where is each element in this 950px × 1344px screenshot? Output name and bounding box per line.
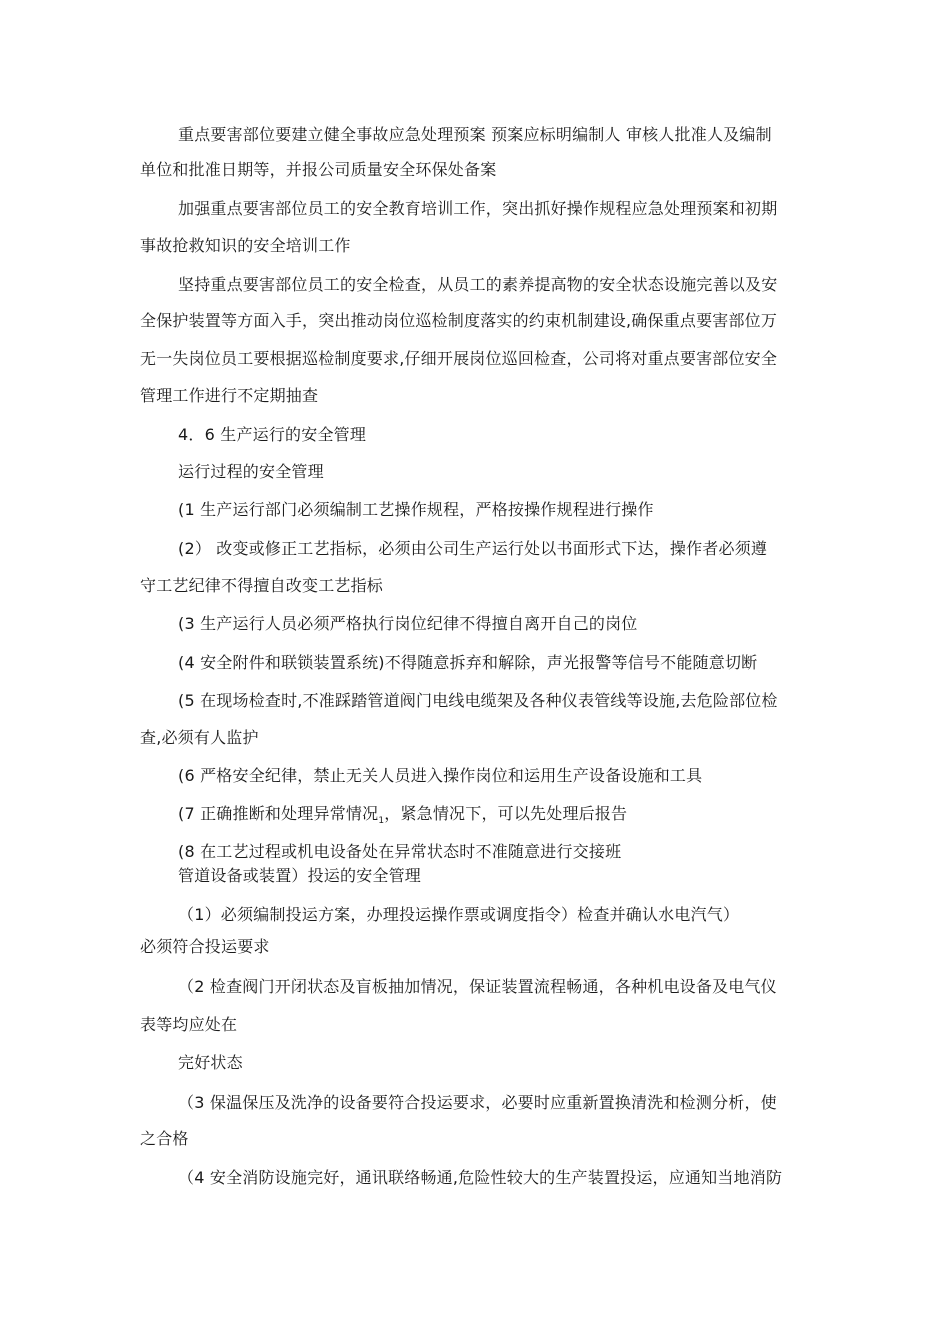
subsection-heading: 管道设备或装置）投运的安全管理 (178, 866, 422, 885)
paragraph-line: 无一失岗位员工要根据巡检制度要求,仔细开展岗位巡回检查，公司将对重点要害部位安全 (140, 349, 778, 368)
paragraph-line: 加强重点要害部位员工的安全教育培训工作，突出抓好操作规程应急处理预案和初期 (178, 199, 778, 218)
list-item: （3 保温保压及洗净的设备要符合投运要求，必要时应重新置换清洗和检测分析，使 (178, 1093, 777, 1112)
subsection-heading: 运行过程的安全管理 (178, 462, 324, 481)
list-item-text: ，紧急情况下，可以先处理后报告 (384, 804, 628, 823)
list-item: (6 严格安全纪律，禁止无关人员进入操作岗位和运用生产设备设施和工具 (178, 766, 703, 785)
list-item: （2 检查阀门开闭状态及盲板抽加情况，保证装置流程畅通，各种机电设备及电气仪 (178, 977, 777, 996)
list-item: （4 安全消防设施完好，通讯联络畅通,危险性较大的生产装置投运，应通知当地消防 (178, 1168, 783, 1187)
footnote-mark: 1 (378, 816, 385, 827)
paragraph-line: 守工艺纪律不得擅自改变工艺指标 (140, 576, 384, 595)
list-item: (3 生产运行人员必须严格执行岗位纪律不得擅自离开自己的岗位 (178, 614, 638, 633)
paragraph-line: 表等均应处在 (140, 1015, 238, 1034)
paragraph-line: 全保护装置等方面入手，突出推动岗位巡检制度落实的约束机制建设,确保重点要害部位万 (140, 311, 778, 330)
paragraph-line: 单位和批准日期等，并报公司质量安全环保处备案 (140, 160, 497, 179)
paragraph-line: 事故抢救知识的安全培训工作 (140, 236, 351, 255)
paragraph-line: 坚持重点要害部位员工的安全检查，从员工的素养提高物的安全状态设施完善以及安 (178, 275, 778, 294)
paragraph-line: 必须符合投运要求 (140, 937, 270, 956)
paragraph-line: 查,必须有人监护 (140, 728, 259, 747)
paragraph-line: 管理工作进行不定期抽查 (140, 386, 319, 405)
paragraph-line: 之合格 (140, 1129, 189, 1148)
paragraph-line: 完好状态 (178, 1053, 243, 1072)
paragraph-line: 重点要害部位要建立健全事故应急处理预案 预案应标明编制人 审核人批准人及编制 (178, 125, 772, 144)
list-item-text: (7 正确推断和处理异常情况 (178, 804, 379, 823)
section-heading: 4．6 生产运行的安全管理 (178, 425, 367, 444)
list-item: (4 安全附件和联锁装置系统)不得随意拆弃和解除，声光报警等信号不能随意切断 (178, 653, 758, 672)
list-item: (5 在现场检查时,不准踩踏管道阀门电线电缆架及各种仪表管线等设施,去危险部位检 (178, 691, 778, 710)
list-item: （1）必须编制投运方案，办理投运操作票或调度指令）检查并确认水电汽气） (178, 905, 740, 924)
list-item: (1 生产运行部门必须编制工艺操作规程，严格按操作规程进行操作 (178, 500, 654, 519)
list-item: (8 在工艺过程或机电设备处在异常状态时不准随意进行交接班 (178, 842, 622, 861)
list-item: (2） 改变或修正工艺指标，必须由公司生产运行处以书面形式下达，操作者必须遵 (178, 539, 768, 558)
list-item (178, 804, 627, 831)
